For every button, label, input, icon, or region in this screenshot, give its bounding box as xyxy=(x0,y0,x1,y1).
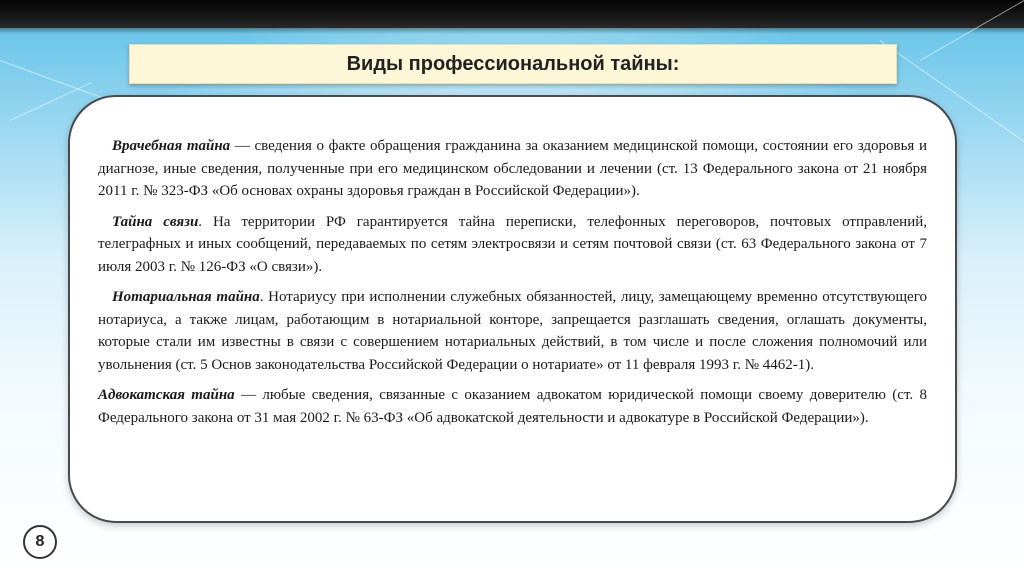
paragraph-attorney-secret xyxy=(98,384,927,429)
page-number: 8 xyxy=(23,525,57,559)
term-attorney-secret: Адвокатская тайна xyxy=(98,387,235,403)
paragraph-communication-secret xyxy=(98,211,927,279)
term-notarial-secret: Нотариальная тайна xyxy=(112,289,260,305)
paragraph-notarial-secret xyxy=(98,286,927,376)
term-medical-secret: Врачебная тайна xyxy=(112,138,231,154)
top-bar-shadow xyxy=(0,28,1024,34)
content-text xyxy=(98,135,927,437)
text-medical-secret: — сведения о факте обращения гражданина за оказанием медицинской помощи, состоянии его здоровья и диагнозе, иные сведения, полученные при его медицинском обследовании и лечении (ст. 13 Федерального закона от 21 ноября 2011 г. № 323-ФЗ «Об основах охраны здоровья граждан в Российской Федерации»). xyxy=(98,138,927,199)
text-notarial-secret: . Нотариусу при исполнении служебных обязанностей, лицу, замещающему временно отсутствующего нотариуса, а также лицам, работающим в нотариальной конторе, запрещается разглашать сведения, оглашать документы, которые стали им известны в связи с совершением нотариальных действий, в том числе и после сложения полномочий или увольнения (ст. 5 Основ законодательства Российской Федерации о нотариате» от 11 февраля 1993 г. № 4462-1). xyxy=(98,289,927,373)
text-communication-secret: . На территории РФ гарантируется тайна переписки, телефонных переговоров, почтовых отправлений, телеграфных и иных сообщений, передаваемых по сетям электросвязи и сетям почтовой связи (ст. 63 Федерального закона от 7 июля 2003 г. № 126-ФЗ «О связи»). xyxy=(98,213,928,275)
slide-title: Виды профессиональной тайны: xyxy=(346,52,680,75)
content-card xyxy=(68,95,957,523)
text-attorney-secret: — любые сведения, связанные с оказанием адвокатом юридической помощи своему доверителю (ст. 8 Федерального закона от 31 мая 2002 г. № 63-ФЗ «Об адвокатской деятельности и адвокатуре в Российской Федерации»). xyxy=(98,387,927,426)
term-communication-secret: Тайна связи xyxy=(112,213,199,230)
title-box xyxy=(129,44,897,84)
top-bar xyxy=(0,0,1024,28)
paragraph-medical-secret xyxy=(98,135,927,203)
